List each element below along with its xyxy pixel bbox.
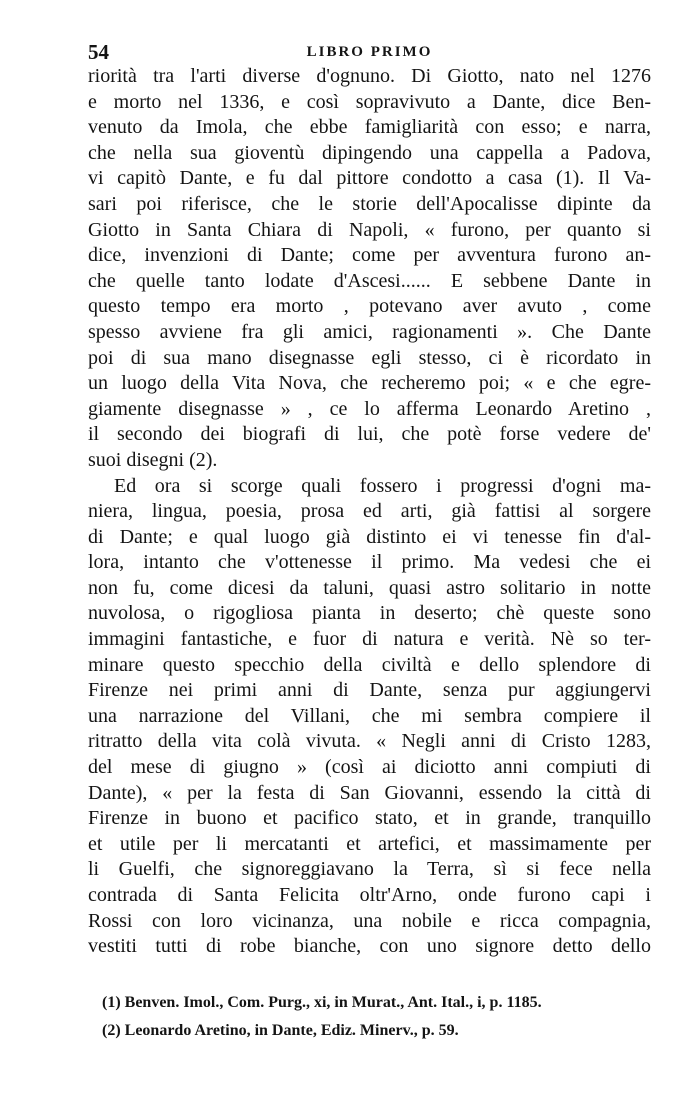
text-line: poi di sua mano disegnasse egli stesso, ci è ricordato in xyxy=(88,346,651,369)
page-header xyxy=(88,40,651,64)
text-line: riorità tra l'arti diverse d'ognuno. Di Giotto, nato nel 1276 xyxy=(88,65,651,87)
text-line: suoi disegni (2). xyxy=(88,448,218,471)
text-line: il secondo dei biografi di lui, che potè forse vedere de' xyxy=(88,423,651,446)
text-line: immagini fantastiche, e fuor di natura e verità. Nè so ter- xyxy=(88,628,651,651)
paragraph-1 xyxy=(88,64,651,474)
page-number: 54 xyxy=(88,40,109,64)
text-line: minare questo specchio della civiltà e dello splendore di xyxy=(88,653,651,676)
text-line: di Dante; e qual luogo già distinto ei vi tenesse fin d'al- xyxy=(88,525,651,548)
footnotes xyxy=(102,989,651,1045)
text-line: vestiti tutti di robe bianche, con uno signore detto dello xyxy=(88,935,651,958)
text-line: ritratto della vita colà vivuta. « Negli anni di Cristo 1283, xyxy=(88,730,651,753)
text-line: questo tempo era morto , potevano aver avuto , come xyxy=(88,295,651,318)
text-line: Firenze in buono et pacifico stato, et in grande, tranquillo xyxy=(88,807,651,830)
text-line: sari poi riferisce, che le storie dell'Apocalisse dipinte da xyxy=(88,192,651,215)
text-line: del mese di giugno » (così ai diciotto anni compiuti di xyxy=(88,756,651,779)
text-line: Rossi con loro vicinanza, una nobile e ricca compagnia, xyxy=(88,909,651,932)
body-text xyxy=(88,64,651,960)
text-line: non fu, come dicesi da taluni, quasi astro solitario in notte xyxy=(88,576,651,599)
text-line: li Guelfi, che signoreggiavano la Terra, sì si fece nella xyxy=(88,858,651,881)
footnote-2: (2) Leonardo Aretino, in Dante, Ediz. Minerv., p. 59. xyxy=(102,1022,459,1039)
text-line: Ed ora si scorge quali fossero i progressi d'ogni ma- xyxy=(114,474,651,497)
text-line: Firenze nei primi anni di Dante, senza pur aggiungervi xyxy=(88,679,651,702)
running-head: LIBRO PRIMO xyxy=(306,44,433,60)
text-line: vi capitò Dante, e fu dal pittore condotto a casa (1). Il Va- xyxy=(88,167,651,190)
text-line: nuvolosa, o rigogliosa pianta in deserto; chè queste sono xyxy=(88,602,651,625)
text-line: lora, intanto che v'ottenesse il primo. Ma vedesi che ei xyxy=(88,551,651,574)
text-line: et utile per li mercatanti et artefici, et massimamente per xyxy=(88,832,651,855)
text-line: Giotto in Santa Chiara di Napoli, « furono, per quanto si xyxy=(88,218,651,241)
paragraph-2 xyxy=(88,474,651,960)
text-line: venuto da Imola, che ebbe famigliarità con esso; e narra, xyxy=(88,116,651,139)
text-line: giamente disegnasse » , ce lo afferma Leonardo Aretino , xyxy=(88,397,651,420)
text-line: contrada di Santa Felicita oltr'Arno, onde furono capi i xyxy=(88,884,651,906)
text-line: un luogo della Vita Nova, che recheremo poi; « e che egre- xyxy=(88,372,651,395)
text-line: Dante), « per la festa di San Giovanni, essendo la città di xyxy=(88,781,651,804)
text-line: dice, invenzioni di Dante; come per avventura furono an- xyxy=(88,244,651,267)
text-line: e morto nel 1336, e così sopravivuto a Dante, dice Ben- xyxy=(88,90,651,113)
text-line: che quelle tanto lodate d'Ascesi...... E sebbene Dante in xyxy=(88,269,651,292)
text-line: che nella sua gioventù dipingendo una cappella a Padova, xyxy=(88,141,651,164)
text-line: una narrazione del Villani, che mi sembra compiere il xyxy=(88,704,651,727)
footnote-1: (1) Benven. Imol., Com. Purg., xi, in Murat., Ant. Ital., i, p. 1185. xyxy=(102,994,542,1011)
text-line: spesso avviene fra gli amici, ragionamenti ». Che Dante xyxy=(88,320,651,343)
text-line: niera, lingua, poesia, prosa ed arti, già fattisi al sorgere xyxy=(88,500,651,523)
